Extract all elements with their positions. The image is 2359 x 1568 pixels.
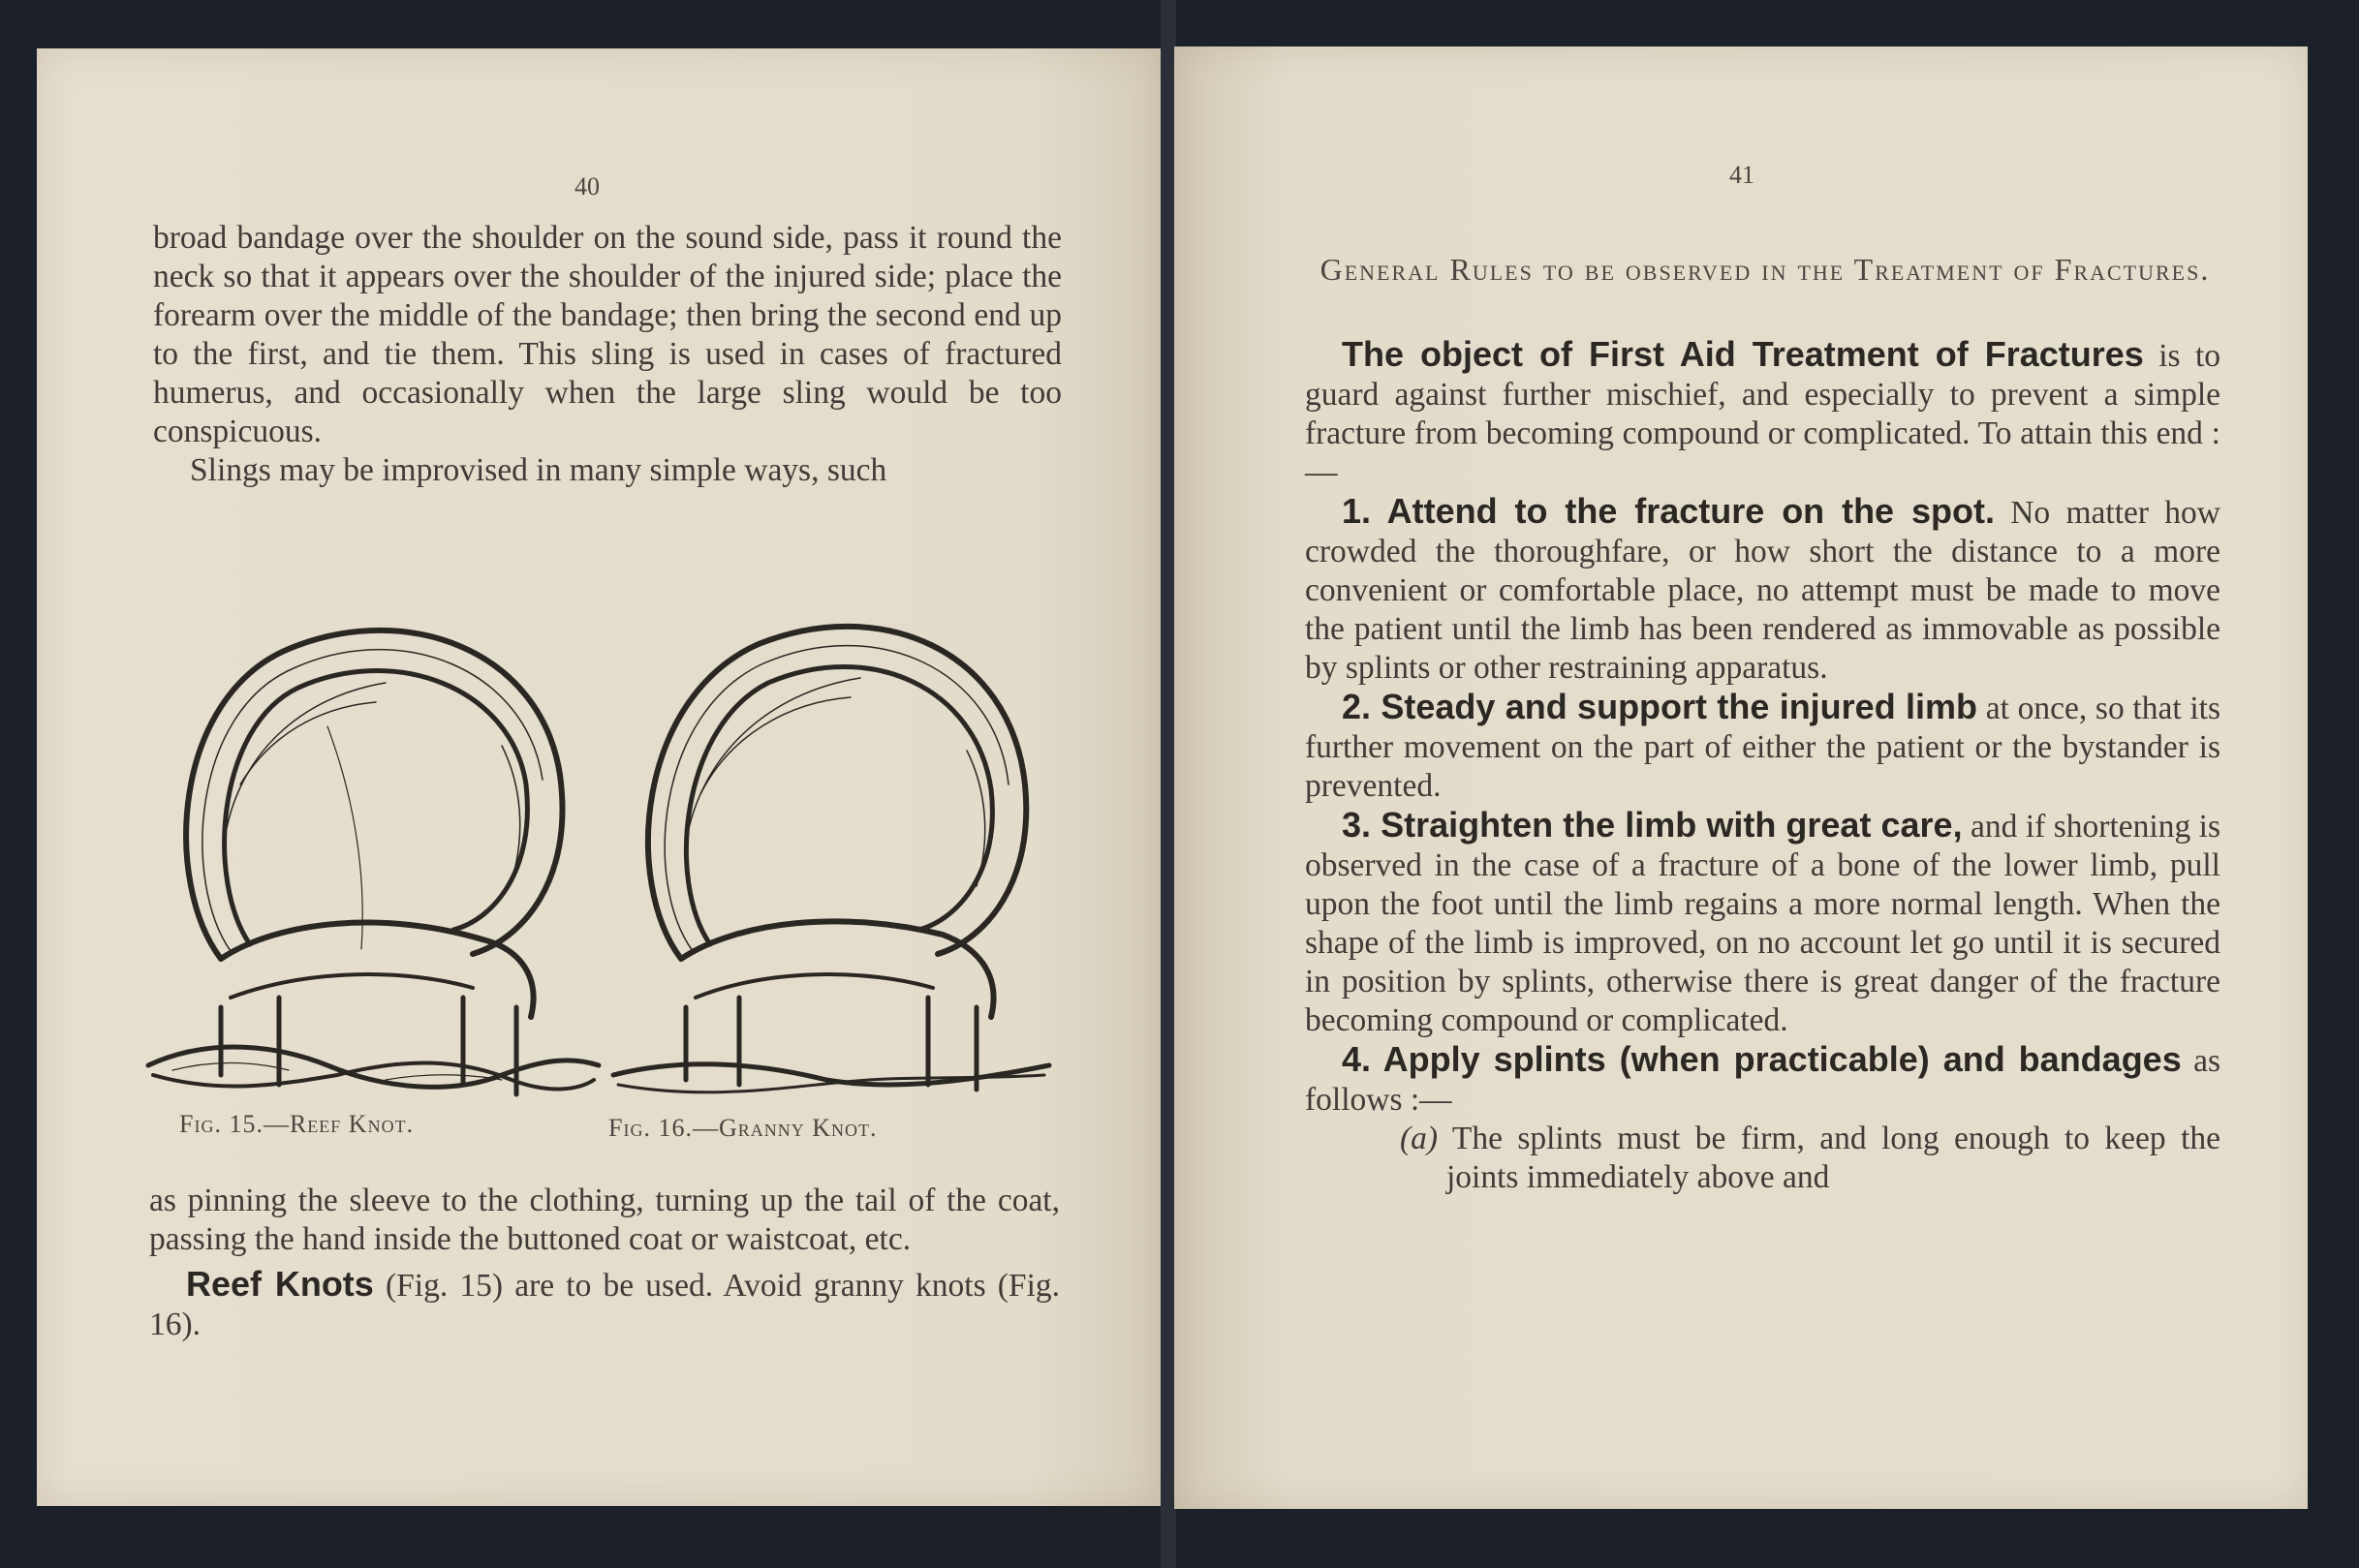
rule-1-title: 1. Attend to the fracture on the spot.	[1342, 491, 1995, 531]
paragraph: as pinning the sleeve to the clothing, turning up the tail of the coat, passing the hand inside the buttoned coat or waistcoat, etc.	[149, 1183, 1060, 1257]
paragraph-text: (Fig. 15) are to be used. Avoid granny knots (Fig. 16).	[149, 1268, 1060, 1342]
section-heading: General Rules to be observed in the Treatment of Fractures.	[1319, 252, 2211, 287]
page-number: 40	[574, 172, 600, 200]
paragraph: Slings may be improvised in many simple ways, such	[190, 452, 887, 488]
fig16-caption: Fig. 16.—Granny Knot.	[608, 1114, 878, 1142]
sub-rule-a	[1305, 1120, 2220, 1197]
left-body-top	[153, 219, 1062, 490]
left-body-bottom	[149, 1182, 1060, 1344]
right-page	[1174, 46, 2308, 1509]
rule-1	[1305, 492, 2220, 688]
sub-rule-a-text: The splints must be firm, and long enough to keep the joints immediately above and	[1438, 1121, 2220, 1195]
paragraph	[1305, 335, 2220, 492]
rule-2-title: 2. Steady and support the injured limb	[1342, 687, 1978, 726]
intro-term: The object of First Aid Treatment of Fractures	[1342, 334, 2144, 374]
rule-4	[1305, 1040, 2220, 1120]
reef-knots-term: Reef Knots	[186, 1264, 374, 1304]
rule-3-title: 3. Straighten the limb with great care,	[1342, 805, 1963, 845]
left-page	[37, 48, 1163, 1506]
rule-3-text: and if shortening is observed in the case of a fracture of a bone of the lower limb, pull upon the foot until the limb regains a more normal length. When the shape of the limb is improved, on no account let go until it is secured in position by splints, otherwise there is great danger of the fracture becoming compound or complicated.	[1305, 809, 2220, 1038]
rule-4-text: as follows :—	[1305, 1043, 2220, 1118]
rule-2-text: at once, so that its further movement on the part of either the patient or the bystander is prevented.	[1305, 691, 2220, 804]
rule-2	[1305, 688, 2220, 806]
rule-1-text: No matter how crowded the thoroughfare, or how short the distance to a more convenient or comfortable place, no attempt must be made to move the patient until the limb has been rendered as immovable as possible by splints or other restraining apparatus.	[1305, 495, 2220, 686]
right-body	[1305, 335, 2220, 1197]
paragraph: broad bandage over the shoulder on the sound side, pass it round the neck so that it appears over the shoulder of the injured side; place the forearm over the middle of the bandage; then bring the second end up to the first, and tie them. This sling is used in cases of fractured humerus, and occasionally when the large sling would be too conspicuous.	[153, 220, 1062, 449]
reef-knot-illustration	[134, 591, 637, 1109]
rule-4-title: 4. Apply splints (when practicable) and bandages	[1342, 1039, 2182, 1079]
granny-knot-illustration	[604, 591, 1069, 1094]
paragraph-text: is to guard against further mischief, and especially to prevent a simple fracture from becoming compound or complicated. To attain this end :—	[1305, 338, 2221, 490]
sub-rule-a-label: (a)	[1400, 1121, 1439, 1156]
page-number: 41	[1729, 161, 1754, 189]
rule-3	[1305, 806, 2220, 1040]
fig15-caption: Fig. 15.—Reef Knot.	[179, 1110, 415, 1138]
paragraph	[149, 1265, 1060, 1344]
